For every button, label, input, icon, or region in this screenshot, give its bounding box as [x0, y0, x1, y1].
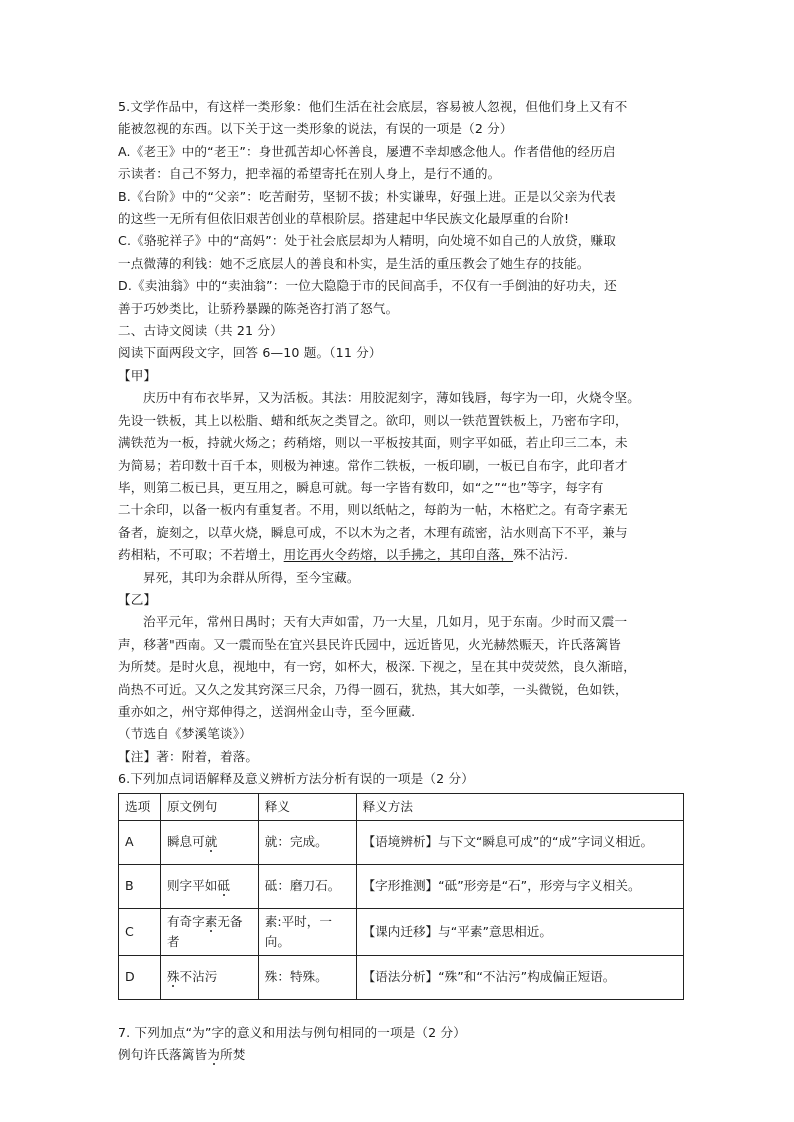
passage-jia [118, 365, 686, 589]
option-label: D [119, 955, 161, 999]
q7-example [118, 1044, 686, 1066]
example-sentence [160, 820, 258, 864]
passage-line: 重亦如之，州守郑伸得之，送润州金山寺，至今匣藏. [118, 703, 416, 719]
example-text: 瞬息可 [166, 834, 205, 850]
passage-line: 治平元年，常州日禺时；天有大声如雷，乃一大星，几如月，见于东南。少时而又震一 [143, 614, 628, 630]
option-label: A [119, 820, 161, 864]
table-row [119, 908, 684, 955]
example-text: 无备者 [166, 913, 243, 949]
example-sentence [160, 908, 258, 955]
table-header: 选项 [119, 793, 161, 820]
question-5 [118, 96, 686, 320]
passage-line: 先设一铁板，其上以松脂、蜡和纸灰之类冒之。欲印，则以一铁范置铁板上，乃密布字印， [118, 412, 628, 428]
example-text: 例句许氏落篱皆 [118, 1047, 208, 1062]
dotted-char: 砥 [217, 878, 230, 894]
q5-line: 善于巧妙类比，让骄矜暴躁的陈尧咨打消了怒气。 [118, 300, 399, 316]
method-cell: 【字形推测】“砥”形旁是“石”，形旁与字义相关。 [356, 864, 683, 908]
section-instruction: 阅读下面两段文字，回答 6—10 题。（11 分） [118, 345, 382, 361]
passage-line: 声，移著"西南。又一震而坠在宜兴县民许氏园中，远近皆见，火光赫然赈天，许氏落篱皆 [118, 636, 621, 652]
question-6 [118, 768, 686, 999]
passage-line: 为所焚。是时火息，视地中，有一窍，如杯大，极深. 下视之，呈在其中荧荧然，良久渐暗， [118, 659, 637, 675]
question-7 [118, 1022, 686, 1067]
q6-table [118, 793, 684, 1000]
example-text: 则字平如 [166, 878, 218, 894]
q5-option-a: A.《老王》中的“老王”：身世孤苦却心怀善良，屡遭不幸却感念他人。作者借他的经历启 [118, 143, 616, 159]
example-text: 有奇字 [166, 913, 205, 929]
passage-source: （节选自《梦溪笔谈》） [118, 726, 252, 742]
table-header: 释义方法 [356, 793, 683, 820]
passage-line: 满铁范为一板，持就火炀之；药稍熔，则以一平板按其面，则字平如砥，若止印三二本，未 [118, 435, 628, 451]
passage-heading: 【乙】 [118, 591, 157, 607]
passage-text: 药相粘，不可取；不若增土， [118, 547, 284, 563]
q5-option-b: B.《台阶》中的“父亲”：吃苦耐劳，坚韧不拔；朴实谦卑，好强上进。正是以父亲为代表 [118, 188, 616, 204]
passage-note: 【注】著：附着，着落。 [118, 748, 259, 764]
passage-line: 备者，旋刻之，以草火烧，瞬息可成，不以木为之者，木理有疏密，沾水则高下不平，兼与 [118, 524, 628, 540]
exam-page [118, 96, 686, 1066]
table-row [119, 864, 684, 908]
option-label: C [119, 908, 161, 955]
table-header-row [119, 793, 684, 820]
passage-text: 殊不沾污. [513, 547, 569, 563]
q5-line: 示读者：自己不努力，把幸福的希望寄托在别人身上，是行不通的。 [118, 166, 501, 182]
q5-option-d: D.《卖油翁》中的“卖油翁”：一位大隐隐于市的民间高手，不仅有一手倒油的好功夫，还 [118, 278, 617, 294]
passage-line: 二十余印，以备一板内有重复者。不用，则以纸帖之，每韵为一帖，木格贮之。有奇字素无 [118, 502, 628, 518]
q5-line: 一点微薄的利钱：她不乏底层人的善良和朴实，是生活的重压教会了她生存的技能。 [118, 255, 590, 271]
option-label: B [119, 864, 161, 908]
q7-stem: 7. 下列加点“为”字的意义和用法与例句相同的一项是（2 分） [118, 1024, 466, 1040]
underlined-sentence: 用讫再火令药熔，以手拂之，其印自落， [283, 547, 514, 563]
q6-stem: 6.下列加点词语解释及意义辨析方法分析有误的一项是（2 分） [118, 771, 474, 787]
example-text: 所焚 [219, 1047, 246, 1062]
q5-line: 能被忽视的东西。以下关于这一类形象的说法，有误的一项是（2 分） [118, 121, 513, 137]
method-cell: 【课内迁移】与“平素”意思相近。 [356, 908, 683, 955]
meaning-cell: 殊：特殊。 [258, 955, 356, 999]
passage-yi [118, 589, 686, 768]
q5-line: 5.文学作品中，有这样一类形象：他们生活在社会底层，容易被人忽视，但他们身上又有不 [118, 99, 628, 114]
table-header: 释义 [258, 793, 356, 820]
passage-heading: 【甲】 [118, 367, 157, 383]
example-sentence [160, 955, 258, 999]
passage-line [118, 544, 686, 566]
q5-line: 的这些一无所有但依旧艰苦创业的草根阶层。搭建起中华民族文化最厚重的台阶! [118, 211, 570, 227]
q5-option-c: C.《骆驼祥子》中的“高妈”：处于社会底层却为人精明，向处境不如自己的人放贷，赚取 [118, 233, 616, 249]
table-header: 原文例句 [160, 793, 258, 820]
dotted-char: 素 [204, 913, 218, 929]
meaning-cell: 就：完成。 [258, 820, 356, 864]
passage-line: 为简易；若印数十百千本，则极为神速。常作二铁板，一板印刷，一板已自布字，此印者才 [118, 457, 628, 473]
passage-line: 毕，则第二板已具，更互用之，瞬息可就。每一字皆有数印，如“之”“也”等字，每字有 [118, 479, 604, 495]
example-sentence [160, 864, 258, 908]
passage-line: 昇死，其印为余群从所得，至今宝藏。 [143, 569, 360, 585]
method-cell: 【语法分析】“殊”和“不沾污”构成偏正短语。 [356, 955, 683, 999]
dotted-char: 就 [204, 834, 218, 850]
passage-line: 尚热不可近。又久之发其窍深三尺余，乃得一圆石，犹热，其大如荸，一头微锐，色如铁， [118, 681, 628, 697]
dotted-char: 殊 [166, 969, 180, 985]
section-title: 二、古诗文阅读（共 21 分） [118, 323, 283, 339]
meaning-cell: 素:平时，一向。 [258, 908, 356, 955]
example-text: 不沾污 [179, 969, 218, 985]
dotted-char: 为 [207, 1047, 220, 1062]
meaning-cell: 砥：磨刀石。 [258, 864, 356, 908]
table-row [119, 955, 684, 999]
passage-line: 庆历中有布衣毕昇，又为活板。其法：用胶泥刻字，薄如钱唇，每字为一印，火烧令坚。 [143, 390, 641, 406]
method-cell: 【语境辨析】与下文“瞬息可成”的“成”字词义相近。 [356, 820, 683, 864]
table-row [119, 820, 684, 864]
